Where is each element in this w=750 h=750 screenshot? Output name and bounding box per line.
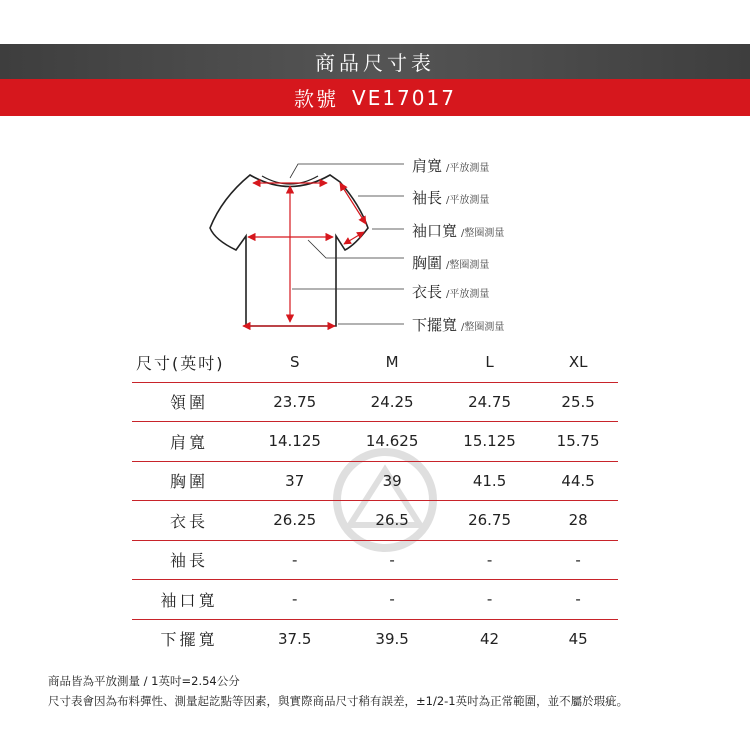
table-row bbox=[132, 619, 618, 658]
table-cell: - bbox=[343, 540, 440, 580]
chest-leader bbox=[308, 240, 404, 258]
table-cell: 26.5 bbox=[343, 501, 440, 541]
table-cell: 28 bbox=[538, 501, 618, 541]
table-cell: 15.125 bbox=[441, 422, 538, 462]
diagram-label-sleeve-length: 袖長 /平放測量 bbox=[412, 189, 490, 207]
size-column-header: XL bbox=[538, 343, 618, 382]
table-cell: 23.75 bbox=[246, 382, 343, 422]
table-cell: 14.625 bbox=[343, 422, 440, 462]
table-row bbox=[132, 501, 618, 541]
size-column-header: M bbox=[343, 343, 440, 382]
table-cell: 24.75 bbox=[441, 382, 538, 422]
table-cell: 15.75 bbox=[538, 422, 618, 462]
table-cell: - bbox=[441, 540, 538, 580]
table-row bbox=[132, 580, 618, 620]
size-column-header: L bbox=[441, 343, 538, 382]
shoulder-leader bbox=[290, 164, 404, 178]
table-cell: 45 bbox=[568, 629, 588, 648]
table-cell: 44.5 bbox=[538, 461, 618, 501]
table-cell: - bbox=[538, 580, 618, 620]
diagram-label-hem-width: 下擺寬 /整圈測量 bbox=[412, 316, 505, 334]
measurement-label: 肩寬 bbox=[132, 422, 246, 462]
model-number: VE17017 bbox=[352, 85, 456, 110]
table-row bbox=[132, 461, 618, 501]
table-cell: 41.5 bbox=[441, 461, 538, 501]
table-cell: - bbox=[343, 580, 440, 620]
measurement-label: 領圍 bbox=[132, 382, 246, 422]
table-cell: 14.125 bbox=[246, 422, 343, 462]
size-notes bbox=[48, 671, 628, 711]
table-cell: 39 bbox=[343, 461, 440, 501]
diagram-label-cuff-width: 袖口寬 /整圈測量 bbox=[412, 222, 505, 240]
table-row bbox=[132, 382, 618, 422]
size-table bbox=[132, 343, 618, 658]
table-cell: 37.5 bbox=[278, 629, 312, 648]
note-line-measurement: 商品皆為平放測量 / 1英吋=2.54公分 bbox=[48, 674, 240, 688]
table-cell: 24.25 bbox=[343, 382, 440, 422]
diagram-label-shoulder: 肩寬 /平放測量 bbox=[412, 157, 490, 175]
table-cell: 42 bbox=[480, 629, 500, 648]
sleeve-arrow bbox=[340, 183, 366, 224]
measurement-label: 衣長 bbox=[132, 501, 246, 541]
size-table-unit-header: 尺寸(英吋) bbox=[132, 343, 246, 382]
table-row bbox=[132, 540, 618, 580]
note-line-tolerance: 尺寸表會因為布料彈性、測量起訖點等因素，與實際商品尺寸稍有誤差，±1/2-1英吋為正常範圍，並不屬於瑕疵。 bbox=[48, 694, 629, 708]
measurement-label: 袖口寬 bbox=[132, 580, 246, 620]
model-label: 款號 bbox=[294, 87, 339, 111]
size-chart-title: 商品尺寸表 bbox=[0, 44, 750, 79]
neckline bbox=[262, 176, 318, 184]
table-cell: - bbox=[246, 540, 343, 580]
table-cell: - bbox=[441, 580, 538, 620]
tshirt-outline bbox=[210, 175, 368, 326]
table-cell: 25.5 bbox=[538, 382, 618, 422]
table-cell: 26.75 bbox=[441, 501, 538, 541]
diagram-label-length: 衣長 /平放測量 bbox=[412, 283, 490, 301]
size-column-header: S bbox=[246, 343, 343, 382]
measurement-label: 胸圍 bbox=[132, 461, 246, 501]
size-table-header-row bbox=[132, 343, 618, 382]
measurement-label: 袖長 bbox=[132, 540, 246, 580]
measurement-label: 下擺寬 bbox=[160, 630, 218, 650]
diagram-label-chest: 胸圍 /整圈測量 bbox=[412, 254, 490, 272]
cuff-arrow bbox=[344, 232, 364, 244]
table-cell: 39.5 bbox=[375, 629, 409, 648]
model-number-banner bbox=[0, 79, 750, 116]
table-cell: 26.25 bbox=[246, 501, 343, 541]
table-cell: - bbox=[246, 580, 343, 620]
table-row bbox=[132, 422, 618, 462]
table-cell: - bbox=[538, 540, 618, 580]
table-cell: 37 bbox=[246, 461, 343, 501]
